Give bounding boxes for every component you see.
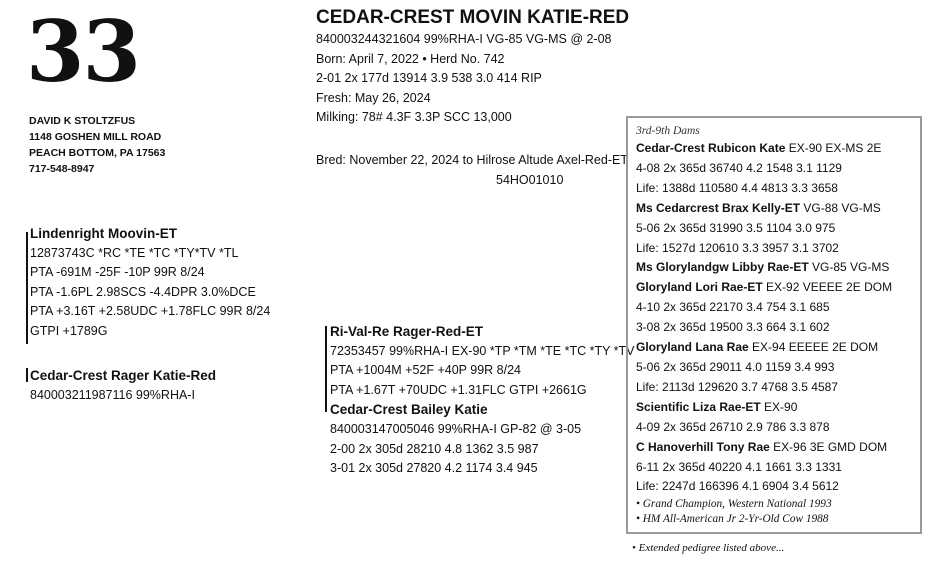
dam-entry-score: VG-88 VG-MS: [800, 200, 881, 215]
dam-block: [30, 366, 216, 405]
dam-entry-line: 5-06 2x 365d 31990 3.5 1104 3.0 975: [636, 220, 836, 235]
dams-box: [626, 116, 922, 534]
granddam-line: 2-00 2x 305d 28210 4.8 1362 3.5 987: [330, 441, 539, 456]
lot-number: 33: [26, 2, 139, 101]
animal-record: 2-01 2x 177d 13914 3.9 538 3.0 414 RIP: [316, 71, 542, 86]
dams-header: 3rd-9th Dams: [636, 125, 700, 137]
animal-fresh: Fresh: May 26, 2024: [316, 90, 431, 105]
dam-entry-title: Ms Glorylandgw Libby Rae-ET: [636, 260, 809, 275]
dam-entry-title: Ms Cedarcrest Brax Kelly-ET: [636, 200, 801, 215]
animal-registration: 840003244321604 99%RHA-I VG-85 VG-MS @ 2-08: [316, 32, 612, 46]
animal-details: [316, 30, 612, 128]
dams-note: • HM All-American Jr 2-Yr-Old Cow 1988: [636, 513, 829, 526]
maternal-sire-block: [330, 322, 635, 479]
animal-milking: Milking: 78# 4.3F 3.3P SCC 13,000: [316, 110, 512, 125]
dam-entry-score: EX-90 EX-MS 2E: [785, 141, 882, 155]
consignor-phone: 717-548-8947: [29, 163, 95, 175]
granddam-line: 3-01 2x 305d 27820 4.2 1174 3.4 945: [330, 461, 538, 476]
dam-entry-line: 6-11 2x 365d 40220 4.1 1661 3.3 1331: [636, 459, 842, 474]
sire-line: PTA +3.16T +2.58UDC +1.78FLC 99R 8/24: [30, 304, 271, 319]
sire-line: 12873743C *RC *TE *TC *TY*TV *TL: [30, 245, 239, 260]
dam-entry-score: EX-94 EEEEE 2E DOM: [748, 340, 879, 355]
sire-name: Lindenright Moovin-ET: [30, 226, 177, 241]
dam-name: Cedar-Crest Rager Katie-Red: [30, 368, 217, 383]
dam-bracket: [26, 368, 28, 382]
dam-entry-name: [636, 139, 892, 159]
dam-line: 840003211987116 99%RHA-I: [30, 387, 195, 402]
sire-line: GTPI +1789G: [30, 323, 108, 338]
maternal-sire-line: PTA +1.67T +70UDC +1.31FLC GTPI +2661G: [330, 382, 587, 397]
sire-bracket: [26, 232, 28, 344]
consignor-name: DAVID K STOLTZFUS: [29, 115, 136, 127]
sire-line: PTA -1.6PL 2.98SCS -4.4DPR 3.0%DCE: [30, 284, 256, 299]
dam-entry-title: Cedar-Crest Rubicon Kate: [636, 141, 786, 155]
dam-entry-name: [636, 398, 892, 418]
sire-line: PTA -691M -25F -10P 99R 8/24: [30, 265, 205, 280]
maternal-bracket: [325, 326, 327, 412]
dam-entry-line: Life: 1527d 120610 3.3 3957 3.1 3702: [636, 240, 839, 255]
maternal-sire-line: PTA +1004M +52F +40P 99R 8/24: [330, 363, 521, 378]
dam-entry-name: [636, 438, 892, 458]
dam-entry-line: 4-09 2x 365d 26710 2.9 786 3.3 878: [636, 419, 830, 434]
maternal-sire-line: 72353457 99%RHA-I EX-90 *TP *TM *TE *TC *TY *TV: [330, 343, 635, 358]
dam-entry-score: EX-92 VEEEE 2E DOM: [762, 280, 893, 295]
dam-entry-line: 5-06 2x 365d 29011 4.0 1159 3.4 993: [636, 359, 835, 374]
dam-entry-name: [636, 338, 892, 358]
bred-service-code: 54HO01010: [496, 173, 564, 187]
dam-entry-name: [636, 199, 892, 219]
dam-entry-name: [636, 278, 892, 298]
dam-entry-line: Life: 2247d 166396 4.1 6904 3.4 5612: [636, 479, 839, 494]
footnote: • Extended pedigree listed above...: [632, 542, 785, 554]
dam-entry-name: [636, 258, 892, 278]
dam-entry-score: EX-90: [760, 399, 798, 414]
dam-entry-score: EX-96 3E GMD DOM: [769, 439, 888, 454]
dams-note: • Grand Champion, Western National 1993: [636, 498, 832, 511]
maternal-sire-name: Ri-Val-Re Rager-Red-ET: [330, 324, 484, 339]
animal-name: CEDAR-CREST MOVIN KATIE-RED: [316, 7, 630, 28]
dam-entry-line: 4-08 2x 365d 36740 4.2 1548 3.1 1129: [636, 160, 842, 175]
animal-born: Born: April 7, 2022 • Herd No. 742: [316, 51, 505, 66]
consignor-address2: PEACH BOTTOM, PA 17563: [29, 147, 166, 159]
dam-entry-line: Life: 1388d 110580 4.4 4813 3.3 3658: [636, 180, 838, 195]
dams-list: [636, 124, 892, 527]
dam-entry-line: Life: 2113d 129620 3.7 4768 3.5 4587: [636, 379, 838, 394]
dam-entry-score: VG-85 VG-MS: [808, 260, 890, 275]
sire-block: [30, 224, 270, 342]
dam-entry-line: 3-08 2x 365d 19500 3.3 664 3.1 602: [636, 320, 830, 335]
bred-info: Bred: November 22, 2024 to Hilrose Altude Axel-Red-ET: [316, 153, 628, 167]
consignor-address1: 1148 GOSHEN MILL ROAD: [29, 131, 162, 143]
granddam-line: 840003147005046 99%RHA-I GP-82 @ 3-05: [330, 421, 582, 436]
granddam-name: Cedar-Crest Bailey Katie: [330, 402, 488, 418]
dam-entry-title: Gloryland Lana Rae: [636, 340, 749, 355]
dam-entry-title: C Hanoverhill Tony Rae: [636, 439, 770, 454]
dam-entry-line: 4-10 2x 365d 22170 3.4 754 3.1 685: [636, 300, 830, 315]
consignor-info: [29, 113, 165, 177]
dam-entry-title: Gloryland Lori Rae-ET: [636, 280, 763, 295]
dam-entry-title: Scientific Liza Rae-ET: [636, 399, 761, 414]
